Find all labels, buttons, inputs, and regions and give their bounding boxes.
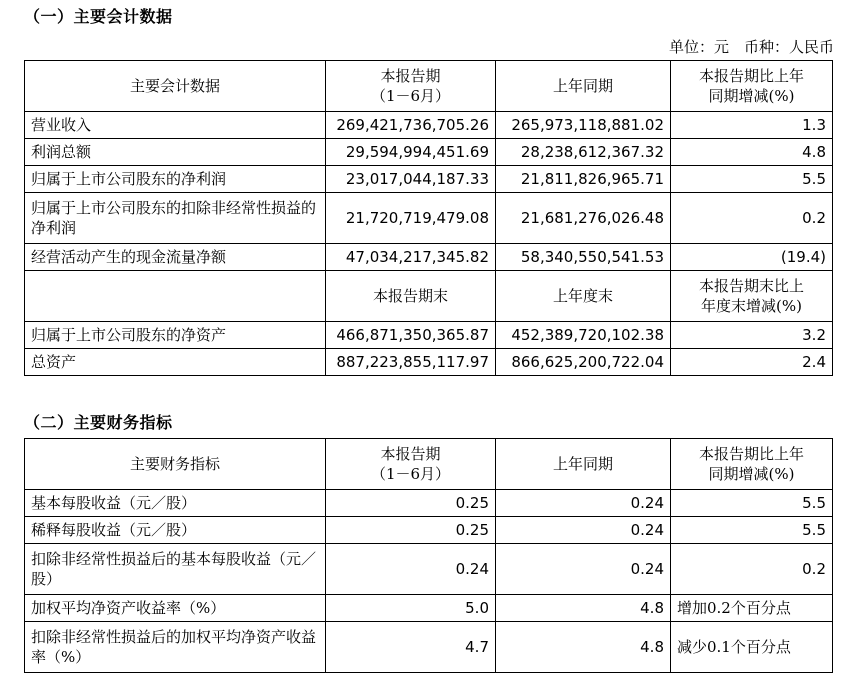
row-prior: 28,238,612,367.32 bbox=[496, 139, 671, 166]
row-label: 归属于上市公司股东的净利润 bbox=[25, 166, 326, 193]
row-current: 23,017,044,187.33 bbox=[326, 166, 496, 193]
header-change: 本报告期比上年 同期增减(%) bbox=[671, 439, 833, 490]
row-change: 5.5 bbox=[671, 166, 833, 193]
table-row bbox=[25, 490, 833, 517]
row-label: 加权平均净资产收益率（%） bbox=[25, 595, 326, 622]
header-current-period: 本报告期 （1－6月） bbox=[326, 439, 496, 490]
section-title-accounting-data: （一）主要会计数据 bbox=[24, 7, 173, 26]
row-change: 4.8 bbox=[671, 139, 833, 166]
row-label: 营业收入 bbox=[25, 112, 326, 139]
row-label: 利润总额 bbox=[25, 139, 326, 166]
subheader-period-end: 本报告期末 bbox=[326, 271, 496, 322]
header-prior-period: 上年同期 bbox=[496, 61, 671, 112]
row-label: 经营活动产生的现金流量净额 bbox=[25, 244, 326, 271]
row-current: 0.24 bbox=[326, 544, 496, 595]
header-item: 主要会计数据 bbox=[25, 61, 326, 112]
row-prior: 0.24 bbox=[496, 490, 671, 517]
row-current: 0.25 bbox=[326, 517, 496, 544]
table-subheader-row bbox=[25, 271, 833, 322]
header-current-period: 本报告期 （1－6月） bbox=[326, 61, 496, 112]
row-change: 5.5 bbox=[671, 517, 833, 544]
financial-indicators-table bbox=[24, 438, 833, 673]
row-current: 4.7 bbox=[326, 622, 496, 673]
row-change: 增加0.2个百分点 bbox=[671, 595, 833, 622]
row-change: 减少0.1个百分点 bbox=[671, 622, 833, 673]
row-current: 887,223,855,117.97 bbox=[326, 349, 496, 376]
row-label: 总资产 bbox=[25, 349, 326, 376]
table-header-row bbox=[25, 61, 833, 112]
row-current: 29,594,994,451.69 bbox=[326, 139, 496, 166]
row-prior: 0.24 bbox=[496, 544, 671, 595]
row-prior: 452,389,720,102.38 bbox=[496, 322, 671, 349]
header-prior-period: 上年同期 bbox=[496, 439, 671, 490]
row-change: (19.4) bbox=[671, 244, 833, 271]
row-current: 0.25 bbox=[326, 490, 496, 517]
row-change: 1.3 bbox=[671, 112, 833, 139]
table-row bbox=[25, 193, 833, 244]
subheader-change: 本报告期末比上 年度末增减(%) bbox=[671, 271, 833, 322]
subheader-item bbox=[25, 271, 326, 322]
table-row bbox=[25, 112, 833, 139]
row-label: 扣除非经常性损益后的基本每股收益（元／股） bbox=[25, 544, 326, 595]
row-current: 466,871,350,365.87 bbox=[326, 322, 496, 349]
row-current: 47,034,217,345.82 bbox=[326, 244, 496, 271]
row-label: 基本每股收益（元／股） bbox=[25, 490, 326, 517]
header-change: 本报告期比上年 同期增减(%) bbox=[671, 61, 833, 112]
row-change: 0.2 bbox=[671, 193, 833, 244]
row-label: 归属于上市公司股东的净资产 bbox=[25, 322, 326, 349]
row-current: 269,421,736,705.26 bbox=[326, 112, 496, 139]
subheader-prior-year-end: 上年度末 bbox=[496, 271, 671, 322]
table-row bbox=[25, 544, 833, 595]
unit-note: 单位：元 币种：人民币 bbox=[668, 38, 834, 56]
row-current: 21,720,719,479.08 bbox=[326, 193, 496, 244]
row-change: 2.4 bbox=[671, 349, 833, 376]
table-row bbox=[25, 166, 833, 193]
row-prior: 4.8 bbox=[496, 595, 671, 622]
table-row bbox=[25, 349, 833, 376]
table-row bbox=[25, 622, 833, 673]
table-row bbox=[25, 244, 833, 271]
table-row bbox=[25, 595, 833, 622]
row-label: 扣除非经常性损益后的加权平均净资产收益率（%） bbox=[25, 622, 326, 673]
table-row bbox=[25, 139, 833, 166]
row-prior: 0.24 bbox=[496, 517, 671, 544]
accounting-data-table bbox=[24, 60, 833, 376]
row-prior: 866,625,200,722.04 bbox=[496, 349, 671, 376]
table-row bbox=[25, 517, 833, 544]
row-prior: 58,340,550,541.53 bbox=[496, 244, 671, 271]
row-prior: 265,973,118,881.02 bbox=[496, 112, 671, 139]
section-title-financial-indicators: （二）主要财务指标 bbox=[24, 413, 173, 432]
row-change: 5.5 bbox=[671, 490, 833, 517]
row-prior: 4.8 bbox=[496, 622, 671, 673]
row-current: 5.0 bbox=[326, 595, 496, 622]
header-item: 主要财务指标 bbox=[25, 439, 326, 490]
row-prior: 21,681,276,026.48 bbox=[496, 193, 671, 244]
row-change: 3.2 bbox=[671, 322, 833, 349]
row-prior: 21,811,826,965.71 bbox=[496, 166, 671, 193]
row-label: 稀释每股收益（元／股） bbox=[25, 517, 326, 544]
table-row bbox=[25, 322, 833, 349]
row-label: 归属于上市公司股东的扣除非经常性损益的净利润 bbox=[25, 193, 326, 244]
row-change: 0.2 bbox=[671, 544, 833, 595]
table-header-row bbox=[25, 439, 833, 490]
